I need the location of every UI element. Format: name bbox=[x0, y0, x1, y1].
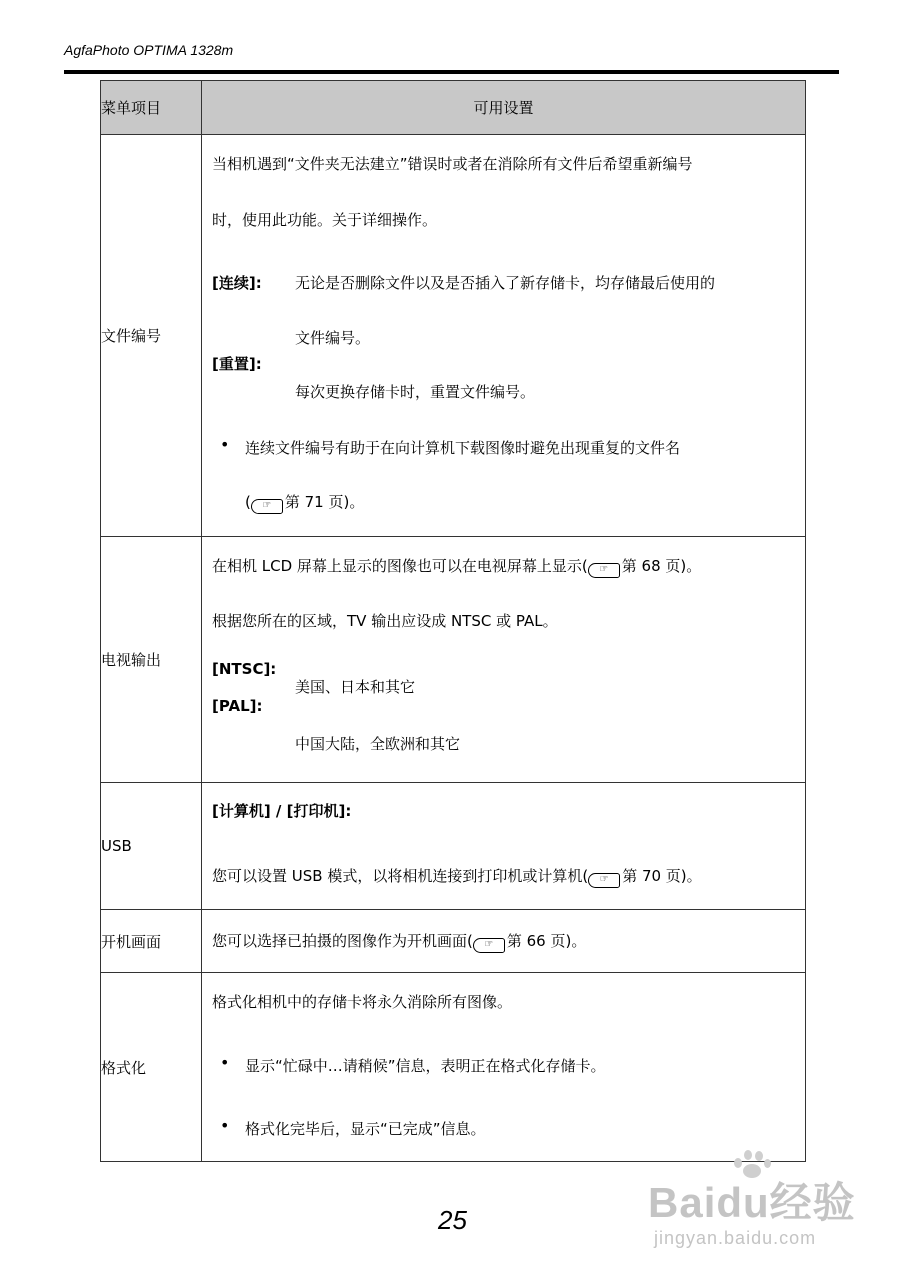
available-settings-header: 可用设置 bbox=[202, 81, 806, 135]
baidu-watermark bbox=[640, 1150, 860, 1260]
format-note-1: 显示“忙碌中…请稍候”信息，表明正在格式化存储卡。 bbox=[245, 1057, 606, 1075]
table-row-tv-output bbox=[101, 537, 806, 783]
usb-settings bbox=[202, 783, 806, 910]
bullet: • bbox=[220, 1053, 230, 1072]
tv-output-desc-1: 在相机 LCD 屏幕上显示的图像也可以在电视屏幕上显示( ☞ 第 68 页)。 bbox=[212, 555, 701, 578]
ntsc-key: [NTSC]: bbox=[212, 660, 277, 678]
ntsc-desc: 美国、日本和其它 bbox=[295, 678, 416, 696]
tv-output-settings bbox=[202, 537, 806, 783]
usb-modes: [计算机] / [打印机]: bbox=[212, 802, 352, 820]
page-number: 25 bbox=[438, 1205, 467, 1235]
tv-output-label: 电视输出 bbox=[101, 537, 202, 783]
page-reference-icon: ☞ bbox=[588, 873, 620, 888]
settings-table bbox=[100, 80, 806, 1162]
reset-desc: 每次更换存储卡时，重置文件编号。 bbox=[295, 383, 536, 401]
page-reference-icon: ☞ bbox=[473, 938, 505, 953]
startup-desc: 您可以选择已拍摄的图像作为开机画面( ☞ 第 66 页)。 bbox=[212, 930, 586, 953]
file-number-settings bbox=[202, 135, 806, 537]
watermark-url: jingyan.baidu.com bbox=[654, 1228, 817, 1248]
file-number-desc-2: 时，使用此功能。关于详细操作。 bbox=[212, 211, 438, 229]
continuous-desc-1: 无论是否删除文件以及是否插入了新存储卡，均存储最后使用的 bbox=[295, 274, 716, 292]
file-number-label: 文件编号 bbox=[101, 135, 202, 537]
format-desc: 格式化相机中的存储卡将永久消除所有图像。 bbox=[212, 993, 513, 1011]
usb-desc: 您可以设置 USB 模式，以将相机连接到打印机或计算机( ☞ 第 70 页)。 bbox=[212, 865, 702, 888]
usb-label: USB bbox=[101, 783, 202, 910]
table-row-startup bbox=[101, 910, 806, 973]
startup-settings bbox=[202, 910, 806, 973]
bullet: • bbox=[220, 435, 230, 454]
continuous-desc-2: 文件编号。 bbox=[295, 329, 371, 347]
table-header-row bbox=[101, 81, 806, 135]
file-number-note-1: 连续文件编号有助于在向计算机下载图像时避免出现重复的文件名 bbox=[245, 439, 681, 457]
file-number-desc-1: 当相机遇到“文件夹无法建立”错误时或者在消除所有文件后希望重新编号 bbox=[212, 155, 693, 173]
manual-title: AgfaPhoto OPTIMA 1328m bbox=[64, 42, 234, 58]
reset-key: [重置]: bbox=[212, 355, 262, 373]
format-settings bbox=[202, 973, 806, 1162]
table-row-file-number bbox=[101, 135, 806, 537]
file-number-note-2: ( ☞ 第 71 页)。 bbox=[245, 491, 364, 514]
page-reference-icon: ☞ bbox=[251, 499, 283, 514]
format-note-2: 格式化完毕后，显示“已完成”信息。 bbox=[245, 1120, 486, 1138]
page-reference-icon: ☞ bbox=[588, 563, 620, 578]
pal-desc: 中国大陆，全欧洲和其它 bbox=[295, 735, 461, 753]
continuous-key: [连续]: bbox=[212, 274, 262, 292]
pal-key: [PAL]: bbox=[212, 697, 263, 715]
menu-item-header: 菜单项目 bbox=[101, 81, 202, 135]
format-label: 格式化 bbox=[101, 973, 202, 1162]
watermark-logo: Baidu经验 bbox=[648, 1179, 856, 1226]
header-rule bbox=[64, 70, 839, 74]
bullet: • bbox=[220, 1116, 230, 1135]
tv-output-desc-2: 根据您所在的区域，TV 输出应设成 NTSC 或 PAL。 bbox=[212, 612, 558, 630]
table-row-usb bbox=[101, 783, 806, 910]
startup-label: 开机画面 bbox=[101, 910, 202, 973]
table-row-format bbox=[101, 973, 806, 1162]
